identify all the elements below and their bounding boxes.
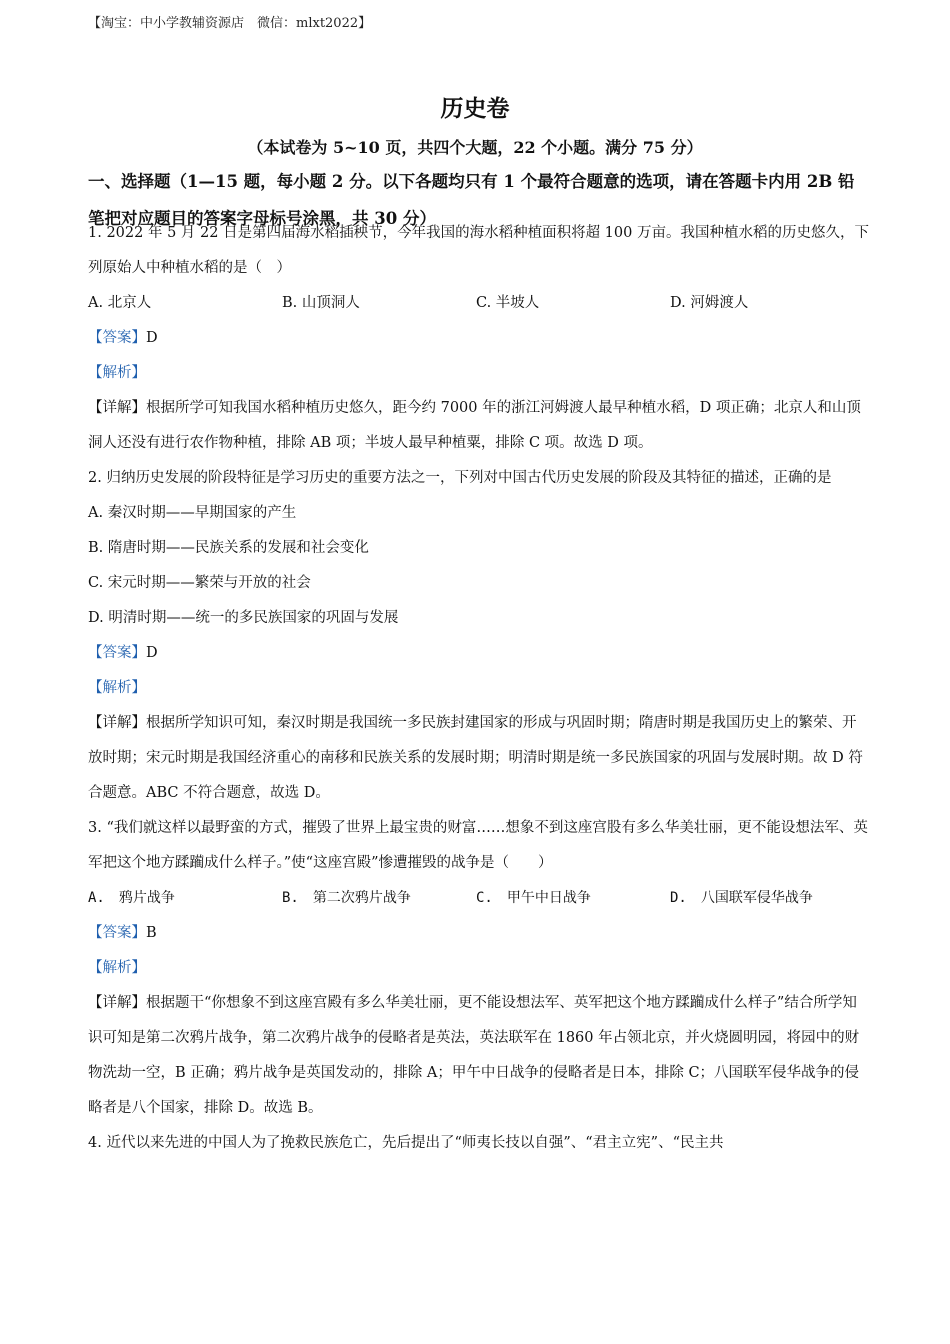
option-a: A. 北京人 bbox=[88, 295, 152, 311]
answer-line bbox=[88, 636, 870, 671]
analysis-line bbox=[88, 356, 870, 391]
question-4 bbox=[88, 1126, 870, 1161]
analysis-line bbox=[88, 671, 870, 706]
option-c: C. 甲午中日战争 bbox=[476, 890, 591, 906]
page-title: 历史卷 bbox=[440, 95, 510, 122]
answer-value: D bbox=[146, 645, 158, 661]
question-list bbox=[88, 216, 870, 1161]
question-1 bbox=[88, 216, 870, 461]
option-c: C. 宋元时期——繁荣与开放的社会 bbox=[88, 575, 311, 591]
answer-tag: 【答案】 bbox=[88, 330, 146, 346]
answer-tag: 【答案】 bbox=[88, 925, 146, 941]
answer-tag: 【答案】 bbox=[88, 645, 146, 661]
detail-paragraph bbox=[88, 391, 870, 461]
detail-tag: 【详解】 bbox=[88, 995, 146, 1011]
options-row bbox=[88, 286, 870, 321]
question-stem: 2. 归纳历史发展的阶段特征是学习历史的重要方法之一，下列对中国古代历史发展的阶段及其特征的描述，正确的是 bbox=[88, 470, 832, 486]
option-b: B. 山顶洞人 bbox=[282, 295, 360, 311]
page-subtitle: （本试卷为 5~10 页，共四个大题，22 个小题。满分 75 分） bbox=[247, 138, 703, 157]
question-stem: 1. 2022 年 5 月 22 日是第四届海水稻插秧节，今年我国的海水稻种植面积将超 100 万亩。我国种植水稻的历史悠久，下列原始人中种植水稻的是（ ） bbox=[88, 225, 869, 276]
answer-value: B bbox=[146, 925, 157, 941]
answer-line bbox=[88, 321, 870, 356]
analysis-tag: 【解析】 bbox=[88, 680, 146, 696]
answer-value: D bbox=[146, 330, 158, 346]
section-heading: 一、选择题（1—15 题，每小题 2 分。以下各题均只有 1 个最符合题意的选项，请在答题卡内用 2B 铅笔把对应题目的答案字母标号涂黑，共 30 分） bbox=[88, 172, 855, 228]
detail-text: 根据所学知识可知，秦汉时期是我国统一多民族封建国家的形成与巩固时期；隋唐时期是我国历史上的繁荣、开放时期；宋元时期是我国经济重心的南移和民族关系的发展时期；明清时期是统一多民族国家的巩固与发展时期。故 D 符合题意。ABC 不符合题意，故选 D。 bbox=[88, 715, 863, 801]
option-c: C. 半坡人 bbox=[476, 295, 540, 311]
option-b: B. 第二次鸦片战争 bbox=[282, 890, 411, 906]
analysis-line bbox=[88, 951, 870, 986]
option-d: D. 八国联军侵华战争 bbox=[670, 890, 813, 906]
question-stem: 4. 近代以来先进的中国人为了挽救民族危亡，先后提出了“师夷长技以自强”、“君主立宪”、“民主共 bbox=[88, 1135, 724, 1151]
option-a: A. 鸦片战争 bbox=[88, 890, 175, 906]
detail-text: 根据题干“你想象不到这座宫殿有多么华美壮丽，更不能设想法军、英军把这个地方蹂躏成什么样子”结合所学知识可知是第二次鸦片战争，第二次鸦片战争的侵略者是英法，英法联军在 1860 年占领北京，并火烧圆明园，将园中的财物洗劫一空，B 正确；鸦片战争是英国发动的，排除 A；甲午中日战争的侵略者是日本，排除 C；八国联军侵华战争的侵略者是八个国家，排除 D。故选 B。 bbox=[88, 995, 860, 1116]
detail-tag: 【详解】 bbox=[88, 400, 146, 416]
question-2 bbox=[88, 461, 870, 811]
option-a: A. 秦汉时期——早期国家的产生 bbox=[88, 505, 297, 521]
detail-paragraph bbox=[88, 986, 870, 1126]
detail-tag: 【详解】 bbox=[88, 715, 146, 731]
header-note: 【淘宝：中小学教辅资源店 微信：mlxt2022】 bbox=[88, 16, 372, 31]
option-b: B. 隋唐时期——民族关系的发展和社会变化 bbox=[88, 540, 369, 556]
option-d: D. 河姆渡人 bbox=[670, 295, 749, 311]
detail-paragraph bbox=[88, 706, 870, 811]
detail-text: 根据所学可知我国水稻种植历史悠久，距今约 7000 年的浙江河姆渡人最早种植水稻，D 项正确；北京人和山顶洞人还没有进行农作物种植，排除 AB 项；半坡人最早种植粟，排除 C 项。故选 D 项。 bbox=[88, 400, 861, 451]
analysis-tag: 【解析】 bbox=[88, 960, 146, 976]
answer-line bbox=[88, 916, 870, 951]
options-row bbox=[88, 881, 870, 916]
option-d: D. 明清时期——统一的多民族国家的巩固与发展 bbox=[88, 610, 399, 626]
question-stem: 3. “我们就这样以最野蛮的方式，摧毁了世界上最宝贵的财富……想象不到这座宫股有多么华美壮丽，更不能设想法军、英军把这个地方蹂躏成什么样子。”使“这座宫殿”惨遭摧毁的战争是（ ） bbox=[88, 820, 868, 871]
analysis-tag: 【解析】 bbox=[88, 365, 146, 381]
question-3 bbox=[88, 811, 870, 1126]
